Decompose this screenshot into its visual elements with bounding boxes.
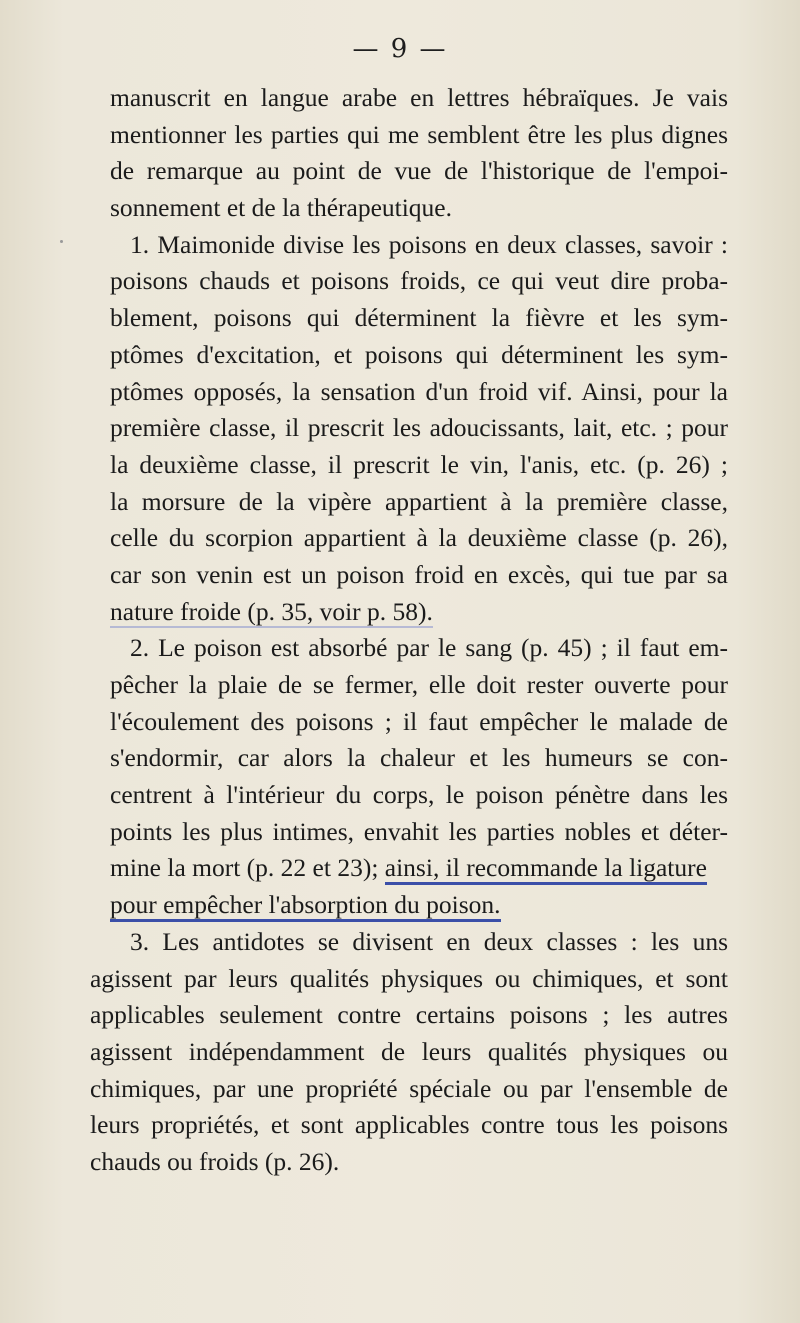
- text-line: 1. Maimonide divise les poisons en deux classes, savoir :: [130, 229, 728, 259]
- body-text: [90, 80, 728, 1181]
- text-line: mentionner les parties qui me semblent être les plus dignes: [110, 119, 728, 149]
- text-line: poisons chauds et poisons froids, ce qui veut dire proba-: [110, 266, 728, 296]
- text-line: agissent indépendamment de leurs qualités physiques ou: [90, 1036, 728, 1066]
- text-line: [110, 850, 728, 887]
- text-line: leurs propriétés, et sont applicables contre tous les poisons: [90, 1110, 728, 1140]
- text-line: 2. Le poison est absorbé par le sang (p. 45) ; il faut em-: [130, 633, 728, 663]
- underlined-passage: ainsi, il recommande la ligature: [385, 853, 707, 885]
- text-line: celle du scorpion appartient à la deuxième classe (p. 26),: [110, 523, 728, 553]
- pencil-mark: [60, 240, 63, 243]
- text-line: ptômes opposés, la sensation d'un froid vif. Ainsi, pour la: [110, 376, 728, 406]
- underlined-passage: pour empêcher l'absorption du poison.: [110, 890, 501, 922]
- text-line: l'écoulement des poisons ; il faut empêcher le malade de: [110, 706, 728, 736]
- text-line-faint-underline: nature froide (p. 35, voir p. 58).: [110, 596, 433, 626]
- text-line: la deuxième classe, il prescrit le vin, l'anis, etc. (p. 26) ;: [110, 449, 728, 479]
- text-line: points les plus intimes, envahit les parties nobles et déter-: [110, 816, 728, 846]
- text-line: applicables seulement contre certains poisons ; les autres: [90, 1000, 728, 1030]
- text-line: chauds ou froids (p. 26).: [90, 1146, 340, 1176]
- text-line: agissent par leurs qualités physiques ou chimiques, et sont: [90, 963, 728, 993]
- text-line: car son venin est un poison froid en excès, qui tue par sa: [110, 559, 728, 589]
- text-line: blement, poisons qui déterminent la fièvre et les sym-: [110, 303, 728, 333]
- text-line: la morsure de la vipère appartient à la première classe,: [110, 486, 728, 516]
- text-line: [110, 887, 728, 924]
- text-line: chimiques, par une propriété spéciale ou par l'ensemble de: [90, 1073, 728, 1103]
- text-line: manuscrit en langue arabe en lettres hébraïques. Je vais: [110, 83, 728, 112]
- text-line: de remarque au point de vue de l'historique de l'empoi-: [110, 156, 728, 186]
- text-line-prefix: mine la mort (p. 22 et 23);: [110, 853, 385, 883]
- text-line: pêcher la plaie de se fermer, elle doit rester ouverte pour: [110, 670, 728, 699]
- text-line: première classe, il prescrit les adoucissants, lait, etc. ; pour: [110, 413, 728, 443]
- text-line: 3. Les antidotes se divisent en deux classes : les uns: [130, 926, 728, 956]
- text-line: centrent à l'intérieur du corps, le poison pénètre dans les: [110, 780, 728, 810]
- text-line: ptômes d'excitation, et poisons qui déterminent les sym-: [110, 339, 728, 369]
- text-line: [110, 594, 728, 631]
- text-line: sonnement et de la thérapeutique.: [110, 193, 452, 223]
- text-line: s'endormir, car alors la chaleur et les humeurs se con-: [110, 743, 728, 773]
- page-number: — 9 —: [352, 34, 448, 64]
